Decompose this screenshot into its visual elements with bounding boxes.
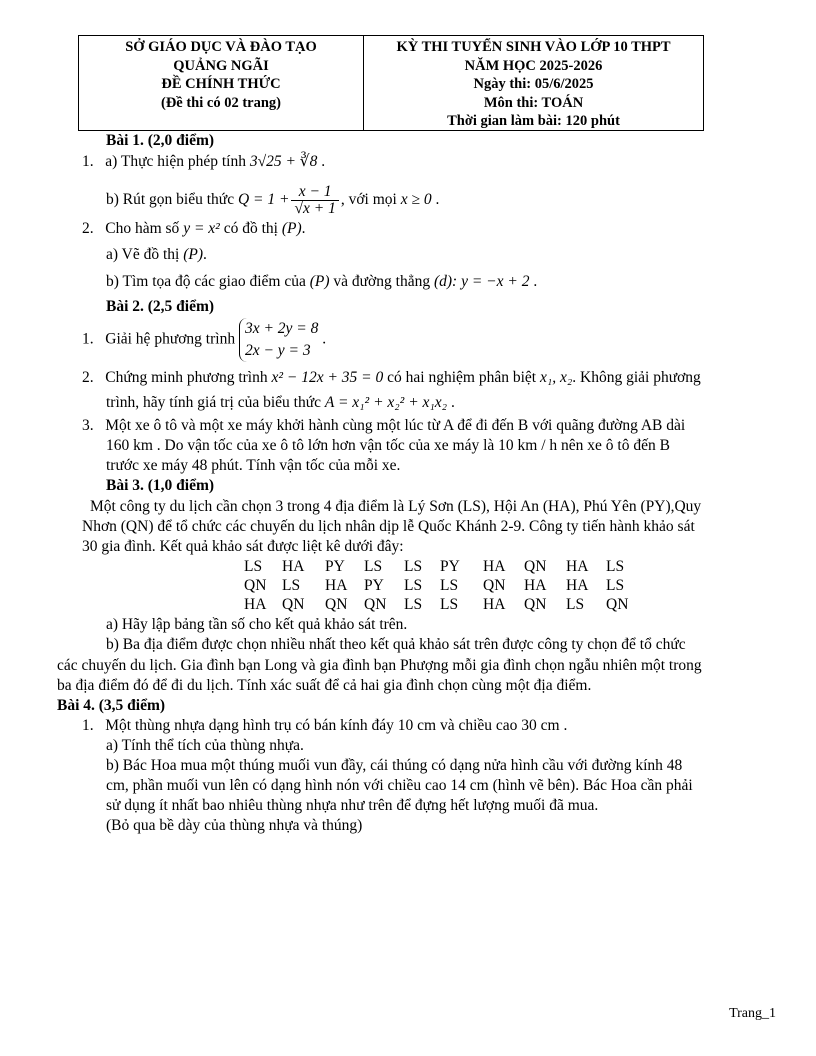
bai3-title: Bài 3. (1,0 điểm): [106, 477, 215, 494]
survey-cell: LS: [404, 596, 423, 613]
bai1-q2: 2. Cho hàm số y = x² có đồ thị (P).: [82, 220, 306, 237]
survey-cell: QN: [606, 596, 629, 613]
exam-title: KỲ THI TUYỂN SINH VÀO LỚP 10 THPT: [396, 39, 671, 55]
survey-cell: HA: [483, 596, 506, 613]
survey-cell: QN: [364, 596, 387, 613]
bai2-q2-cont: trình, hãy tính giá trị của biểu thức A = x₁² + x₂² + x₁x₂ .: [106, 394, 455, 411]
bai1-q1a: 1. a) Thực hiện phép tính 3√25 + ∛8 .: [82, 153, 326, 170]
survey-cell: HA: [524, 577, 547, 594]
bai4-b3: sử dụng ít nhất bao nhiêu thùng nhựa như trên để đựng hết lượng muối đã mua.: [106, 797, 599, 814]
province-name: QUẢNG NGÃI: [173, 57, 269, 74]
bai2-q2: 2. Chứng minh phương trình x² − 12x + 35 = 0 có hai nghiệm phân biệt x₁, x₂. Không giải phương: [82, 369, 701, 386]
bai4-b4: (Bỏ qua bề dày của thùng nhựa và thúng): [106, 817, 363, 834]
survey-cell: LS: [440, 596, 459, 613]
bai3-p1: Một công ty du lịch cần chọn 3 trong 4 địa điểm là Lý Sơn (LS), Hội An (HA), Phú Yên (PY),Quy: [90, 498, 702, 515]
survey-cell: HA: [566, 558, 589, 575]
survey-cell: HA: [244, 596, 267, 613]
bai3-b1: b) Ba địa điểm được chọn nhiều nhất theo kết quả khảo sát trên được công ty chọn để tổ chức: [106, 636, 686, 653]
survey-cell: LS: [404, 558, 423, 575]
bai3-b2: các chuyến du lịch. Gia đình bạn Long và gia đình bạn Phượng mỗi gia đình chọn ngẫu nhiên một trong: [57, 657, 702, 674]
bai2-title: Bài 2. (2,5 điểm): [106, 298, 215, 315]
survey-cell: QN: [244, 577, 267, 594]
survey-cell: PY: [440, 558, 460, 575]
bai2-q1: 1. Giải hệ phương trình 3x + 2y = 8 2x − y = 3 .: [82, 318, 326, 362]
survey-cell: PY: [325, 558, 345, 575]
survey-cell: LS: [566, 596, 585, 613]
bai3-b3: ba địa điểm đó để đi du lịch. Tính xác suất để cả hai gia đình chọn cùng một địa điểm.: [57, 677, 592, 694]
bai2-q3: 3. Một xe ô tô và một xe máy khởi hành cùng một lúc từ A để đi đến B với quãng đường AB dài: [82, 417, 686, 434]
school-year: NĂM HỌC 2025-2026: [464, 57, 603, 74]
header-right: [364, 36, 703, 130]
survey-cell: HA: [483, 558, 506, 575]
survey-cell: LS: [282, 577, 301, 594]
bai4-q1: 1. Một thùng nhựa dạng hình trụ có bán kính đáy 10 cm và chiều cao 30 cm .: [82, 717, 568, 734]
bai4-b1: b) Bác Hoa mua một thúng muối vun đầy, cái thúng có dạng nửa hình cầu với đường kính 48: [106, 757, 683, 774]
survey-cell: LS: [606, 558, 625, 575]
bai1-title: Bài 1. (2,0 điểm): [106, 132, 215, 149]
bai3-p3: 30 gia đình. Kết quả khảo sát được liệt kê dưới đây:: [82, 538, 404, 555]
page-count-note: (Đề thi có 02 trang): [160, 94, 281, 111]
survey-cell: LS: [404, 577, 423, 594]
bai1-q2b: b) Tìm tọa độ các giao điểm của (P) và đường thẳng (d): y = −x + 2 .: [106, 273, 538, 290]
subject: Môn thi: TOÁN: [483, 94, 584, 111]
survey-cell: LS: [440, 577, 459, 594]
survey-cell: LS: [606, 577, 625, 594]
survey-cell: LS: [364, 558, 383, 575]
survey-cell: HA: [325, 577, 348, 594]
duration: Thời gian làm bài: 120 phút: [447, 113, 620, 129]
bai1-q2a: a) Vẽ đồ thị (P).: [106, 246, 207, 263]
survey-cell: QN: [524, 558, 547, 575]
survey-cell: LS: [244, 558, 263, 575]
survey-cell: QN: [282, 596, 305, 613]
page-footer: Trang_1: [729, 1006, 776, 1021]
department-name: SỞ GIÁO DỤC VÀ ĐÀO TẠO: [125, 39, 317, 55]
survey-cell: QN: [524, 596, 547, 613]
survey-cell: PY: [364, 577, 384, 594]
survey-cell: HA: [566, 577, 589, 594]
header-left: [79, 36, 364, 130]
bai3-p2: Nhơn (QN) để tổ chức các chuyến du lịch nhân dịp lễ Quốc Khánh 2-9. Công ty tiến hành khảo sát: [82, 518, 695, 535]
exam-date: Ngày thi: 05/6/2025: [473, 76, 594, 92]
bai4-b2: cm, phần muối vun lên có dạng hình nón với chiều cao 14 cm (hình vẽ bên). Bác Hoa cần phải: [106, 777, 693, 794]
bai4-title: Bài 4. (3,5 điểm): [57, 697, 166, 714]
survey-cell: HA: [282, 558, 305, 575]
exam-header: [78, 35, 704, 131]
official-label: ĐỀ CHÍNH THỨC: [161, 76, 281, 92]
bai3-a: a) Hãy lập bảng tần số cho kết quả khảo sát trên.: [106, 616, 408, 633]
survey-cell: QN: [325, 596, 348, 613]
survey-cell: QN: [483, 577, 506, 594]
bai2-q3-line2: 160 km . Do vận tốc của xe ô tô lớn hơn vận tốc của xe máy là 10 km / h nên xe ô tô đến B: [106, 437, 670, 454]
bai4-a: a) Tính thể tích của thùng nhựa.: [106, 737, 304, 754]
bai1-q1b: b) Rút gọn biểu thức Q = 1 + $\frac{x - 1}{√x + 1}$ , với mọi x ≥ 0 .: [106, 182, 440, 217]
bai2-q3-line3: trước xe máy 48 phút. Tính vận tốc của mỗi xe.: [106, 457, 401, 474]
